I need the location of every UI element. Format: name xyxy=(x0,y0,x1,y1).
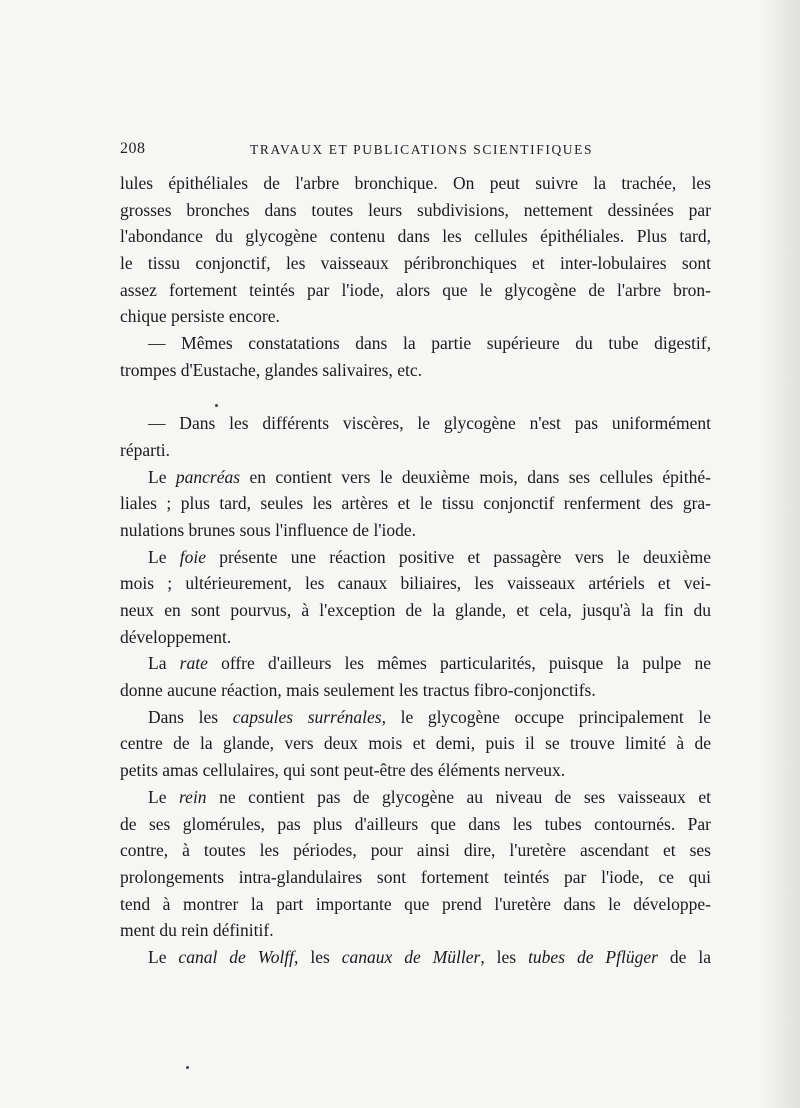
text-line xyxy=(120,757,711,784)
text-line xyxy=(120,170,711,197)
text-line xyxy=(120,891,711,918)
text-line xyxy=(120,464,711,491)
italic-term: canaux de Müller xyxy=(341,946,481,967)
text-run: La xyxy=(148,653,180,674)
text-line xyxy=(120,784,711,811)
paragraph xyxy=(120,410,711,463)
paragraph xyxy=(120,784,711,944)
text-line xyxy=(120,864,711,891)
text-line xyxy=(120,410,711,437)
text-run: le tissu conjonctif, les vaisseaux péribronchiques et inter-lobulaires sont xyxy=(120,253,711,274)
text-line xyxy=(120,330,711,357)
text-run: développement. xyxy=(120,626,232,647)
text-run: grosses bronches dans toutes leurs subdivisions, nettement dessinées par xyxy=(120,199,711,220)
text-run: Le xyxy=(148,546,180,567)
text-run: donne aucune réaction, mais seulement les tractus fibro-conjonctifs. xyxy=(120,680,596,701)
text-line xyxy=(120,437,711,464)
scan-edge-shadow xyxy=(760,0,800,1108)
text-line xyxy=(120,944,711,971)
italic-term: capsules surrénales xyxy=(232,706,382,727)
text-line xyxy=(120,223,711,250)
text-run: l'abondance du glycogène contenu dans les cellules épithéliales. Plus tard, xyxy=(120,226,711,247)
text-line xyxy=(120,570,711,597)
italic-term: tubes de Pflüger xyxy=(528,946,658,967)
text-run: trompes d'Eustache, glandes salivaires, etc. xyxy=(120,359,423,380)
paragraph xyxy=(120,170,711,330)
text-line xyxy=(120,811,711,838)
italic-term: pancréas xyxy=(175,466,241,487)
text-line xyxy=(120,650,711,677)
italic-term: foie xyxy=(179,546,206,567)
text-line xyxy=(120,277,711,304)
body-text xyxy=(120,170,711,971)
text-run: Le xyxy=(148,946,179,967)
paragraph xyxy=(120,330,711,383)
scan-speck xyxy=(215,404,218,407)
text-run: réparti. xyxy=(120,439,171,460)
text-line xyxy=(120,837,711,864)
italic-term: rein xyxy=(179,786,207,807)
paragraph xyxy=(120,464,711,544)
text-run: Le xyxy=(148,786,180,807)
text-run: en contient vers le deuxième mois, dans ses cellules épithé- xyxy=(240,466,711,487)
text-line xyxy=(120,597,711,624)
paragraph xyxy=(120,650,711,703)
text-line xyxy=(120,303,711,330)
text-run: — Dans les différents viscères, le glycogène n'est pas uniformément xyxy=(148,413,711,434)
text-run: Dans les xyxy=(148,706,233,727)
page-number: 208 xyxy=(120,140,146,157)
page-header xyxy=(120,140,710,164)
text-run: offre d'ailleurs les mêmes particularités, puisque la pulpe ne xyxy=(207,653,711,674)
text-run: — Mêmes constatations dans la partie supérieure du tube digestif, xyxy=(148,333,711,354)
text-line xyxy=(120,490,711,517)
italic-term: rate xyxy=(179,653,208,674)
paragraph-gap xyxy=(120,384,711,411)
text-run: ne contient pas de glycogène au niveau de ses vaisseaux et xyxy=(206,786,711,807)
text-line xyxy=(120,704,711,731)
text-run: chique persiste encore. xyxy=(120,306,280,327)
text-run: de ses glomérules, pas plus d'ailleurs que dans les tubes contournés. Par xyxy=(120,813,711,834)
scan-speck xyxy=(186,1066,189,1069)
text-run: , les xyxy=(294,946,342,967)
text-line xyxy=(120,517,711,544)
text-run: présente une réaction positive et passagère vers le deuxième xyxy=(205,546,711,567)
text-run: de la xyxy=(657,946,711,967)
text-run: , le glycogène occupe principalement le xyxy=(381,706,711,727)
text-line xyxy=(120,197,711,224)
text-line xyxy=(120,730,711,757)
text-run: nulations brunes sous l'influence de l'iode. xyxy=(120,519,416,540)
text-line xyxy=(120,677,711,704)
text-run: mois ; ultérieurement, les canaux biliaires, les vaisseaux artériels et vei- xyxy=(120,573,711,594)
text-run: , les xyxy=(480,946,529,967)
text-run: assez fortement teintés par l'iode, alors que le glycogène de l'arbre bron- xyxy=(120,279,711,300)
text-run: contre, à toutes les périodes, pour ainsi dire, l'uretère ascendant et ses xyxy=(120,840,711,861)
text-line xyxy=(120,357,711,384)
text-run: prolongements intra-glandulaires sont fortement teintés par l'iode, ce qui xyxy=(120,866,711,887)
text-run: liales ; plus tard, seules les artères et le tissu conjonctif renferment des gra- xyxy=(120,493,711,514)
paragraph xyxy=(120,944,711,971)
text-run: centre de la glande, vers deux mois et demi, puis il se trouve limité à de xyxy=(120,733,711,754)
text-run: Le xyxy=(148,466,176,487)
running-title: TRAVAUX ET PUBLICATIONS SCIENTIFIQUES xyxy=(250,142,594,157)
text-line xyxy=(120,624,711,651)
text-run: ment du rein définitif. xyxy=(120,920,274,941)
text-line xyxy=(120,544,711,571)
paragraph xyxy=(120,704,711,784)
paragraph xyxy=(120,544,711,651)
text-line xyxy=(120,917,711,944)
text-run: petits amas cellulaires, qui sont peut-être des éléments nerveux. xyxy=(120,760,566,781)
italic-term: canal de Wolff xyxy=(178,946,295,967)
text-line xyxy=(120,250,711,277)
text-run: lules épithéliales de l'arbre bronchique. On peut suivre la trachée, les xyxy=(120,173,711,193)
text-run: tend à montrer la part importante que prend l'uretère dans le développe- xyxy=(120,893,711,914)
text-run: neux en sont pourvus, à l'exception de la glande, et cela, jusqu'à la fin du xyxy=(120,600,711,620)
